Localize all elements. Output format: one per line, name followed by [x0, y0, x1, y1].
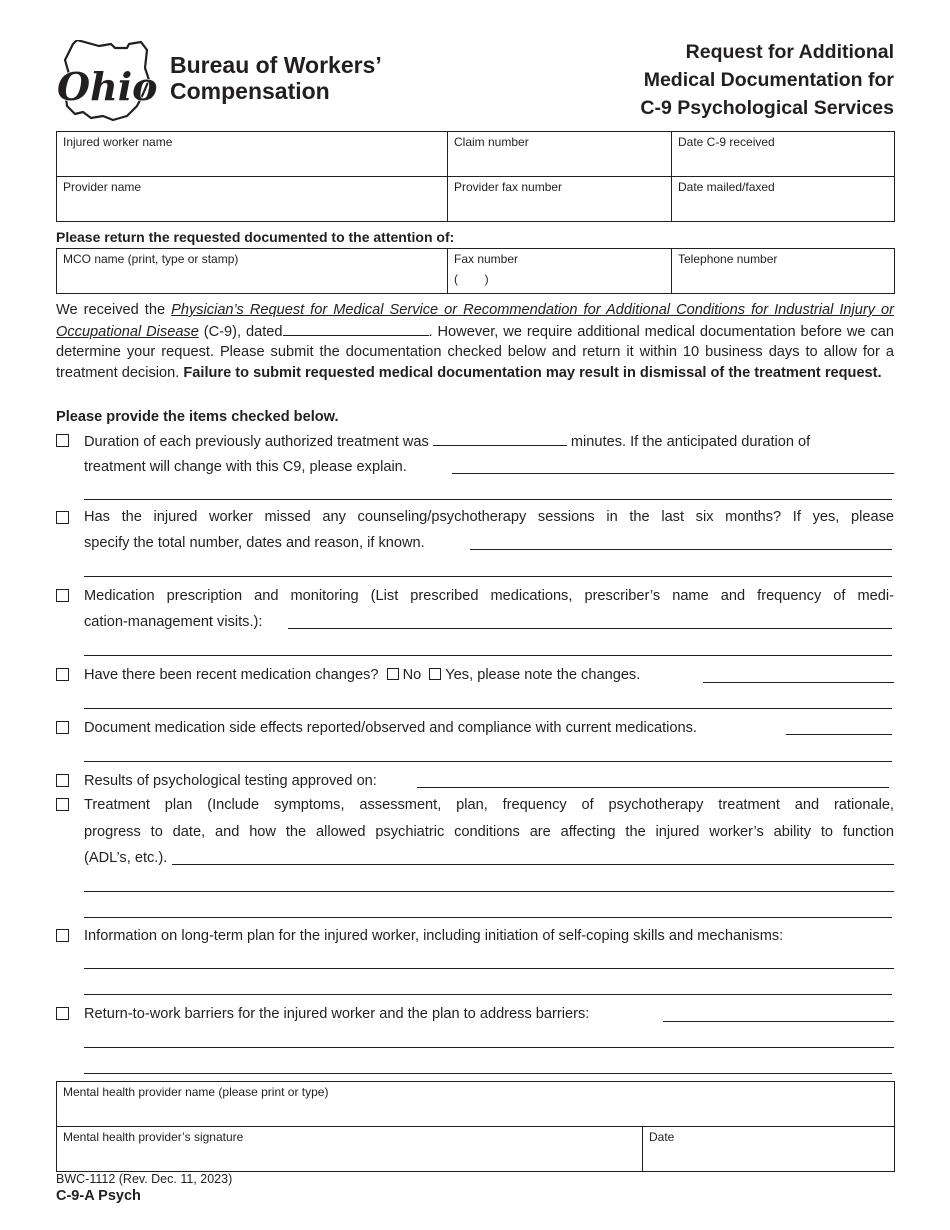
claim-info-table — [56, 131, 895, 222]
treatment-plan-blank[interactable] — [172, 864, 894, 865]
claim-number-field[interactable] — [448, 132, 672, 177]
duration-explain-blank[interactable] — [452, 473, 894, 474]
side-effects-line: Document medication side effects reported/observed and compliance with current medications. — [84, 720, 697, 736]
provider-print-name-field[interactable] — [57, 1082, 895, 1127]
missed-sessions-blank[interactable] — [470, 549, 892, 550]
return-to-work-checkbox[interactable] — [56, 1007, 69, 1020]
medication-changes-checkbox[interactable] — [56, 668, 69, 681]
form-code: C-9-A Psych — [56, 1188, 141, 1204]
intro-paragraph — [56, 300, 894, 383]
return-to-work-blank[interactable] — [663, 1021, 894, 1022]
telephone-number-field[interactable] — [672, 249, 895, 294]
form-title-line3: C-9 Psychological Services — [640, 97, 894, 119]
fax-number-field[interactable] — [448, 249, 672, 294]
injured-worker-name-label: Injured worker name — [63, 135, 173, 149]
medication-changes-extra-line[interactable] — [84, 708, 892, 709]
provider-name-label: Provider name — [63, 180, 142, 194]
medication-blank[interactable] — [288, 628, 892, 629]
claim-number-label: Claim number — [454, 135, 529, 149]
c9-date-blank[interactable] — [283, 321, 429, 336]
duration-line2: treatment will change with this C9, please explain. — [84, 459, 407, 475]
duration-line1 — [84, 431, 894, 452]
missed-sessions-line1: Has the injured worker missed any counseling/psychotherapy sessions in the last six months? If yes, please — [84, 509, 894, 525]
return-heading: Please return the requested documented to the attention of: — [56, 229, 455, 245]
items-heading: Please provide the items checked below. — [56, 409, 339, 425]
missed-sessions-line2: specify the total number, dates and reason, if known. — [84, 535, 425, 551]
intro-text-rest: . However, we require additional medical documentation before we can determine your request. Please submit the documentation checked below and return it within 10 business days to allow for a treatment decision. — [56, 323, 894, 381]
return-info-table — [56, 248, 895, 294]
ohio-logo — [55, 40, 159, 122]
side-effects-checkbox[interactable] — [56, 721, 69, 734]
signature-date-label: Date — [649, 1130, 675, 1144]
fax-area-code-parens: ( ) — [454, 272, 489, 286]
fax-number-label: Fax number — [454, 252, 519, 266]
provider-signature-field[interactable] — [57, 1127, 643, 1172]
testing-checkbox[interactable] — [56, 774, 69, 787]
dismissal-warning: Failure to submit requested medical documentation may result in dismissal of the treatment request. — [183, 364, 882, 381]
missed-sessions-checkbox[interactable] — [56, 511, 69, 524]
signature-date-field[interactable] — [643, 1127, 895, 1172]
intro-text-dated: (C-9), dated — [198, 323, 283, 340]
treatment-plan-extra-line2[interactable] — [84, 917, 892, 918]
duration-checkbox[interactable] — [56, 434, 69, 447]
medication-changes-question: Have there been recent medication changes? — [84, 667, 379, 683]
return-to-work-line: Return-to-work barriers for the injured worker and the plan to address barriers: — [84, 1006, 590, 1022]
date-c9-received-label: Date C-9 received — [678, 135, 775, 149]
changes-no-checkbox[interactable] — [387, 668, 399, 680]
medication-extra-line[interactable] — [84, 655, 892, 656]
provider-name-field[interactable] — [57, 177, 448, 222]
telephone-number-label: Telephone number — [678, 252, 778, 266]
form-revision: BWC-1112 (Rev. Dec. 11, 2023) — [56, 1172, 233, 1186]
medication-line1: Medication prescription and monitoring (List prescribed medications, prescriber’s name and frequency of medi- — [84, 588, 894, 604]
date-mailed-label: Date mailed/faxed — [678, 180, 775, 194]
mco-name-label: MCO name (print, type or stamp) — [63, 252, 239, 266]
duration-minutes-blank[interactable] — [433, 431, 567, 446]
form-title-line2: Medical Documentation for — [643, 69, 894, 91]
provider-fax-label: Provider fax number — [454, 180, 563, 194]
duration-text-b: minutes. If the anticipated duration of — [570, 434, 811, 450]
treatment-plan-line1: Treatment plan (Include symptoms, assessment, plan, frequency of psychotherapy treatment and rationale, — [84, 797, 894, 813]
side-effects-extra-line[interactable] — [84, 761, 892, 762]
medication-line2: cation-management visits.): — [84, 614, 263, 630]
treatment-plan-line2: progress to date, and how the allowed psychiatric conditions are affecting the injured worker’s ability to function — [84, 824, 894, 840]
changes-yes-checkbox[interactable] — [429, 668, 441, 680]
injured-worker-name-field[interactable] — [57, 132, 448, 177]
intro-text-start: We received the — [56, 302, 172, 318]
c9-form-title-link: Physician’s Request for Medical Service or Recommendation for Additional Conditions for Industrial Injury or Occupational Disease — [56, 302, 894, 340]
treatment-plan-checkbox[interactable] — [56, 798, 69, 811]
changes-yes-label: Yes, please note the changes. — [445, 667, 641, 683]
bureau-name-line1: Bureau of Workers’ — [170, 52, 382, 78]
signature-table — [56, 1081, 895, 1172]
long-term-plan-checkbox[interactable] — [56, 929, 69, 942]
bureau-name — [170, 52, 382, 104]
provider-signature-label: Mental health provider’s signature — [63, 1130, 244, 1144]
logo-wordmark: Ohio — [57, 64, 158, 109]
medication-changes-blank[interactable] — [703, 682, 894, 683]
treatment-plan-line3: (ADL’s, etc.). — [84, 850, 168, 866]
mco-name-field[interactable] — [57, 249, 448, 294]
side-effects-blank[interactable] — [786, 734, 892, 735]
long-term-plan-line2[interactable] — [84, 994, 892, 995]
return-to-work-extra-line1[interactable] — [84, 1047, 894, 1048]
missed-sessions-extra-line[interactable] — [84, 576, 892, 577]
treatment-plan-extra-line1[interactable] — [84, 891, 894, 892]
date-c9-received-field[interactable] — [672, 132, 895, 177]
provider-fax-field[interactable] — [448, 177, 672, 222]
form-title-line1: Request for Additional — [685, 41, 894, 63]
provider-print-name-label: Mental health provider name (please print or type) — [63, 1085, 329, 1099]
testing-date-blank[interactable] — [417, 787, 889, 788]
bureau-name-line2: Compensation — [170, 78, 330, 104]
testing-line: Results of psychological testing approved on: — [84, 773, 377, 789]
changes-no-label: No — [402, 667, 422, 683]
duration-extra-line[interactable] — [84, 499, 892, 500]
date-mailed-field[interactable] — [672, 177, 895, 222]
long-term-plan-line: Information on long-term plan for the injured worker, including initiation of self-coping skills and mechanisms: — [84, 928, 784, 944]
form-title — [640, 38, 894, 122]
return-to-work-extra-line2[interactable] — [84, 1073, 892, 1074]
medication-changes-line — [84, 665, 640, 685]
medication-checkbox[interactable] — [56, 589, 69, 602]
duration-text-a: Duration of each previously authorized treatment was — [84, 434, 429, 450]
long-term-plan-line1[interactable] — [84, 968, 894, 969]
